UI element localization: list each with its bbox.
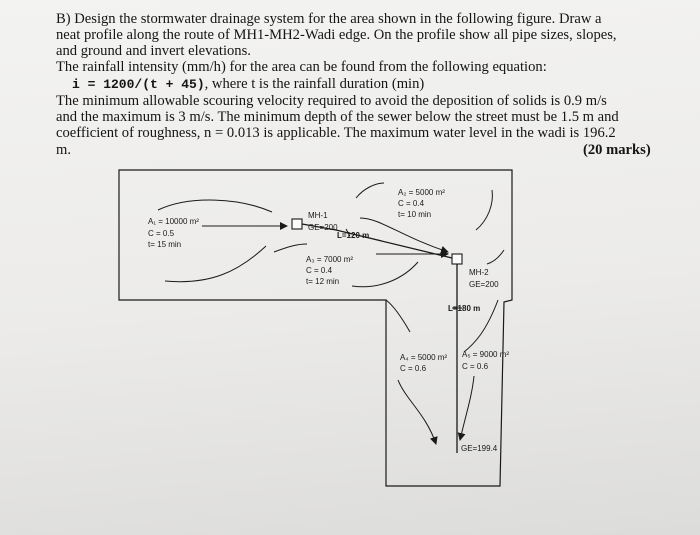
a3-divide-left [274, 244, 307, 252]
problem-line-8: coefficient of roughness, n = 0.013 is applicable. The maximum water level in the wadi is 196.2 [56, 125, 616, 141]
problem-line-1: B) Design the stormwater drainage system for the area shown in the following figure. Draw a [56, 11, 602, 27]
a2-divide-right [476, 190, 492, 230]
a3-divide-right [352, 262, 418, 287]
rainfall-equation: i = 1200/(t + 45) [72, 77, 205, 92]
mh1-ge-label: GE=200 [308, 223, 338, 232]
a2-divide-far [487, 250, 504, 264]
a3-t-label: t= 12 min [306, 277, 340, 286]
a2-c-label: C = 0.4 [398, 199, 425, 208]
mh2-name-label: MH-2 [469, 268, 489, 277]
outlet-ge-label: GE=199.4 [461, 444, 498, 453]
a4-flow-arrow [398, 380, 436, 444]
problem-line-6: The minimum allowable scouring velocity required to avoid the deposition of solids is 0.9 m/s [56, 93, 607, 109]
a1-t-label: t= 15 min [148, 240, 182, 249]
problem-line-3: and ground and invert elevations. [56, 43, 251, 59]
a5-flow-arrow [460, 376, 474, 440]
mh2-box [452, 254, 462, 264]
a1-divide-top [158, 200, 272, 212]
a2-area-label: A₂ = 5000 m² [398, 188, 445, 197]
a4-divide [386, 300, 410, 332]
pipe2-length-label: L=180 m [448, 304, 481, 313]
equation-note: , where t is the rainfall duration (min) [204, 76, 425, 92]
a4-area-label: A₄ = 5000 m² [400, 353, 448, 362]
a2-divide-left [356, 183, 384, 198]
a1-c-label: C = 0.5 [148, 229, 175, 238]
a1-area-label: A₁ = 10000 m² [148, 217, 199, 226]
a4-c-label: C = 0.6 [400, 364, 427, 373]
mh1-box [292, 219, 302, 229]
a5-c-label: C = 0.6 [462, 362, 489, 371]
marks-label: (20 marks) [583, 142, 651, 158]
a2-t-label: t= 10 min [398, 210, 432, 219]
a1-divide-bottom [165, 246, 266, 282]
problem-line-9: m. [56, 142, 71, 158]
mh2-ge-label: GE=200 [469, 280, 499, 289]
a3-area-label: A₃ = 7000 m² [306, 255, 354, 264]
problem-line-2: neat profile along the route of MH1-MH2-Wadi edge. On the profile show all pipe sizes, slopes, [56, 27, 617, 43]
pipe1-length-label: L=120 m [337, 231, 370, 240]
a3-c-label: C = 0.4 [306, 266, 333, 275]
problem-line-7: and the maximum is 3 m/s. The minimum depth of the sewer below the street must be 1.5 m and [56, 109, 619, 125]
a5-area-label: A₅ = 9000 m² [462, 350, 510, 359]
problem-line-4: The rainfall intensity (mm/h) for the area can be found from the following equation: [56, 59, 547, 75]
mh1-name-label: MH-1 [308, 211, 328, 220]
